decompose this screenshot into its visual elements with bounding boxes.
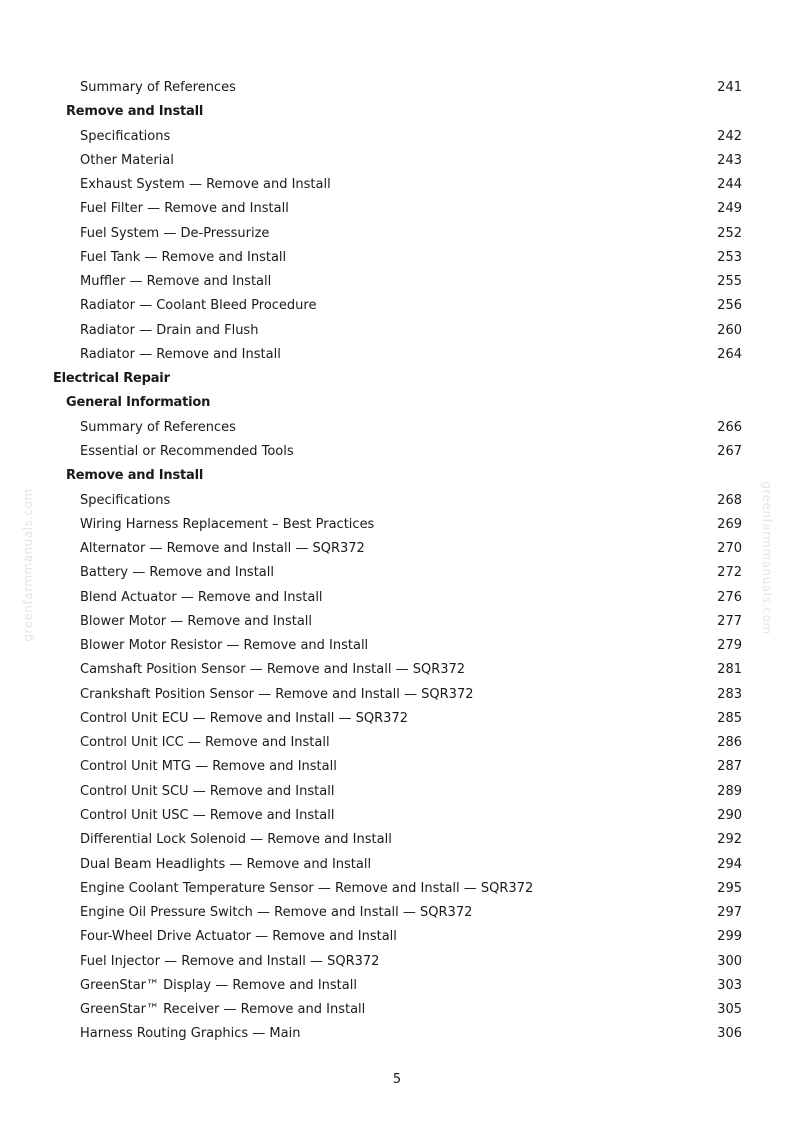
toc-entry[interactable] (0, 537, 794, 561)
toc-entry-title: Blend Actuator — Remove and Install (80, 589, 323, 605)
toc-entry-title: Fuel Tank — Remove and Install (80, 249, 287, 265)
toc-entry-page: 305 (717, 1002, 742, 1018)
toc-entry[interactable] (0, 731, 794, 755)
toc-entry-page: 256 (717, 298, 742, 314)
toc-entry-title: Blower Motor Resistor — Remove and Install (80, 638, 369, 654)
toc-entry[interactable] (0, 246, 794, 270)
toc-entry-page: 266 (717, 419, 742, 435)
toc-entry[interactable] (0, 925, 794, 949)
toc-entry-page: 281 (717, 662, 742, 678)
toc-entry-title: Control Unit USC — Remove and Install (80, 807, 335, 823)
toc-entry-title: Radiator — Remove and Install (80, 346, 281, 362)
toc-entry-page: 249 (717, 201, 742, 217)
toc-entry-page: 286 (717, 735, 742, 751)
toc-entry[interactable] (0, 489, 794, 513)
toc-entry-page: 244 (717, 177, 742, 193)
toc-entry-title: Harness Routing Graphics — Main (80, 1026, 301, 1042)
toc-entry-page: 287 (717, 759, 742, 775)
toc-entry-page: 269 (717, 516, 742, 532)
toc-entry[interactable] (0, 343, 794, 367)
toc-entry-page: 279 (717, 638, 742, 654)
toc-entry-page: 241 (717, 80, 742, 95)
toc-entry-page: 303 (717, 977, 742, 993)
toc-entry[interactable] (0, 149, 794, 173)
toc-entry-title: Exhaust System — Remove and Install (80, 177, 331, 193)
toc-entry-page: 276 (717, 589, 742, 605)
toc-entry-title: Fuel Filter — Remove and Install (80, 201, 289, 217)
toc-entry[interactable] (0, 755, 794, 779)
toc-entry[interactable] (0, 804, 794, 828)
toc-entry-title: Dual Beam Headlights — Remove and Install (80, 856, 372, 872)
toc-entry[interactable] (0, 270, 794, 294)
toc-entry[interactable] (0, 634, 794, 658)
toc-entry[interactable] (0, 76, 794, 100)
toc-entry-title: Engine Oil Pressure Switch — Remove and Install — SQR372 (80, 905, 473, 921)
toc-entry[interactable] (0, 707, 794, 731)
toc-entry[interactable] (0, 683, 794, 707)
toc-section (0, 464, 794, 488)
toc-entry-page: 264 (717, 346, 742, 362)
toc-entry-page: 295 (717, 880, 742, 896)
toc-entry[interactable] (0, 294, 794, 318)
toc-entry-title: Radiator — Coolant Bleed Procedure (80, 298, 317, 314)
toc-entry[interactable] (0, 658, 794, 682)
toc-entry-title: Remove and Install (66, 104, 204, 120)
toc-entry[interactable] (0, 610, 794, 634)
toc-entry-title: Essential or Recommended Tools (80, 443, 294, 459)
toc-chapter (0, 367, 794, 391)
toc-entry-title: GreenStar™ Display — Remove and Install (80, 977, 357, 993)
toc-entry-page: 243 (717, 152, 742, 168)
toc-entry-page: 272 (717, 565, 742, 581)
toc-entry-page: 294 (717, 856, 742, 872)
toc-entry-title: Electrical Repair (53, 371, 170, 387)
toc-entry-page: 306 (717, 1026, 742, 1042)
toc-entry-page: 255 (717, 274, 742, 290)
toc-entry[interactable] (0, 319, 794, 343)
toc-entry-title: Remove and Install (66, 468, 204, 484)
toc-entry[interactable] (0, 780, 794, 804)
toc-entry[interactable] (0, 877, 794, 901)
page-number: 5 (392, 1072, 402, 1087)
toc-entry-page: 253 (717, 249, 742, 265)
watermark-right: greenfarmmanuals.com (760, 481, 774, 635)
toc-entry-title: Muffler — Remove and Install (80, 274, 272, 290)
toc-entry-page: 242 (717, 128, 742, 144)
toc-entry-page: 277 (717, 613, 742, 629)
toc-entry-title: Control Unit ICC — Remove and Install (80, 735, 330, 751)
toc-entry-title: Camshaft Position Sensor — Remove and Install — SQR372 (80, 662, 466, 678)
toc-entry-title: Fuel Injector — Remove and Install — SQR372 (80, 953, 380, 969)
toc-entry[interactable] (0, 901, 794, 925)
table-of-contents (0, 76, 794, 1047)
toc-entry-title: Radiator — Drain and Flush (80, 322, 259, 338)
toc-entry[interactable] (0, 998, 794, 1022)
toc-entry-title: Engine Coolant Temperature Sensor — Remove and Install — SQR372 (80, 880, 534, 896)
toc-entry-page: 289 (717, 783, 742, 799)
toc-entry[interactable] (0, 586, 794, 610)
toc-entry-title: Control Unit MTG — Remove and Install (80, 759, 337, 775)
toc-entry[interactable] (0, 853, 794, 877)
toc-entry-title: Other Material (80, 152, 174, 168)
toc-entry[interactable] (0, 173, 794, 197)
toc-entry-title: Fuel System — De-Pressurize (80, 225, 270, 241)
toc-entry-title: GreenStar™ Receiver — Remove and Install (80, 1002, 366, 1018)
toc-entry-title: Battery — Remove and Install (80, 565, 274, 581)
toc-entry[interactable] (0, 197, 794, 221)
toc-entry-title: Summary of References (80, 80, 236, 95)
toc-entry[interactable] (0, 440, 794, 464)
toc-entry-title: Crankshaft Position Sensor — Remove and Install — SQR372 (80, 686, 474, 702)
toc-entry-page: 285 (717, 710, 742, 726)
toc-entry[interactable] (0, 222, 794, 246)
watermark-left: greenfarmmanuals.com (21, 488, 35, 642)
toc-entry[interactable] (0, 828, 794, 852)
toc-entry-page: 297 (717, 905, 742, 921)
toc-section (0, 391, 794, 415)
toc-entry-page: 292 (717, 832, 742, 848)
toc-section (0, 100, 794, 124)
toc-entry-page: 268 (717, 492, 742, 508)
toc-entry-title: Differential Lock Solenoid — Remove and Install (80, 832, 392, 848)
toc-entry-page: 300 (717, 953, 742, 969)
toc-entry-page: 299 (717, 929, 742, 945)
toc-entry[interactable] (0, 950, 794, 974)
toc-entry-page: 260 (717, 322, 742, 338)
toc-entry[interactable] (0, 561, 794, 585)
toc-entry-title: Specifications (80, 128, 171, 144)
toc-entry[interactable] (0, 513, 794, 537)
toc-entry-title: Blower Motor — Remove and Install (80, 613, 313, 629)
toc-entry-title: Specifications (80, 492, 171, 508)
toc-entry[interactable] (0, 125, 794, 149)
toc-entry-title: Control Unit ECU — Remove and Install — SQR372 (80, 710, 408, 726)
toc-entry-title: Control Unit SCU — Remove and Install (80, 783, 335, 799)
toc-entry-page: 290 (717, 807, 742, 823)
toc-entry-title: Summary of References (80, 419, 236, 435)
toc-entry-title: Wiring Harness Replacement – Best Practices (80, 516, 375, 532)
toc-entry[interactable] (0, 416, 794, 440)
toc-entry-page: 283 (717, 686, 742, 702)
toc-entry-page: 267 (717, 443, 742, 459)
toc-entry-page: 252 (717, 225, 742, 241)
toc-entry-title: General Information (66, 395, 211, 411)
toc-entry[interactable] (0, 974, 794, 998)
toc-entry[interactable] (0, 1022, 794, 1046)
toc-entry-title: Alternator — Remove and Install — SQR372 (80, 541, 365, 557)
toc-entry-title: Four-Wheel Drive Actuator — Remove and Install (80, 929, 397, 945)
toc-entry-page: 270 (717, 541, 742, 557)
